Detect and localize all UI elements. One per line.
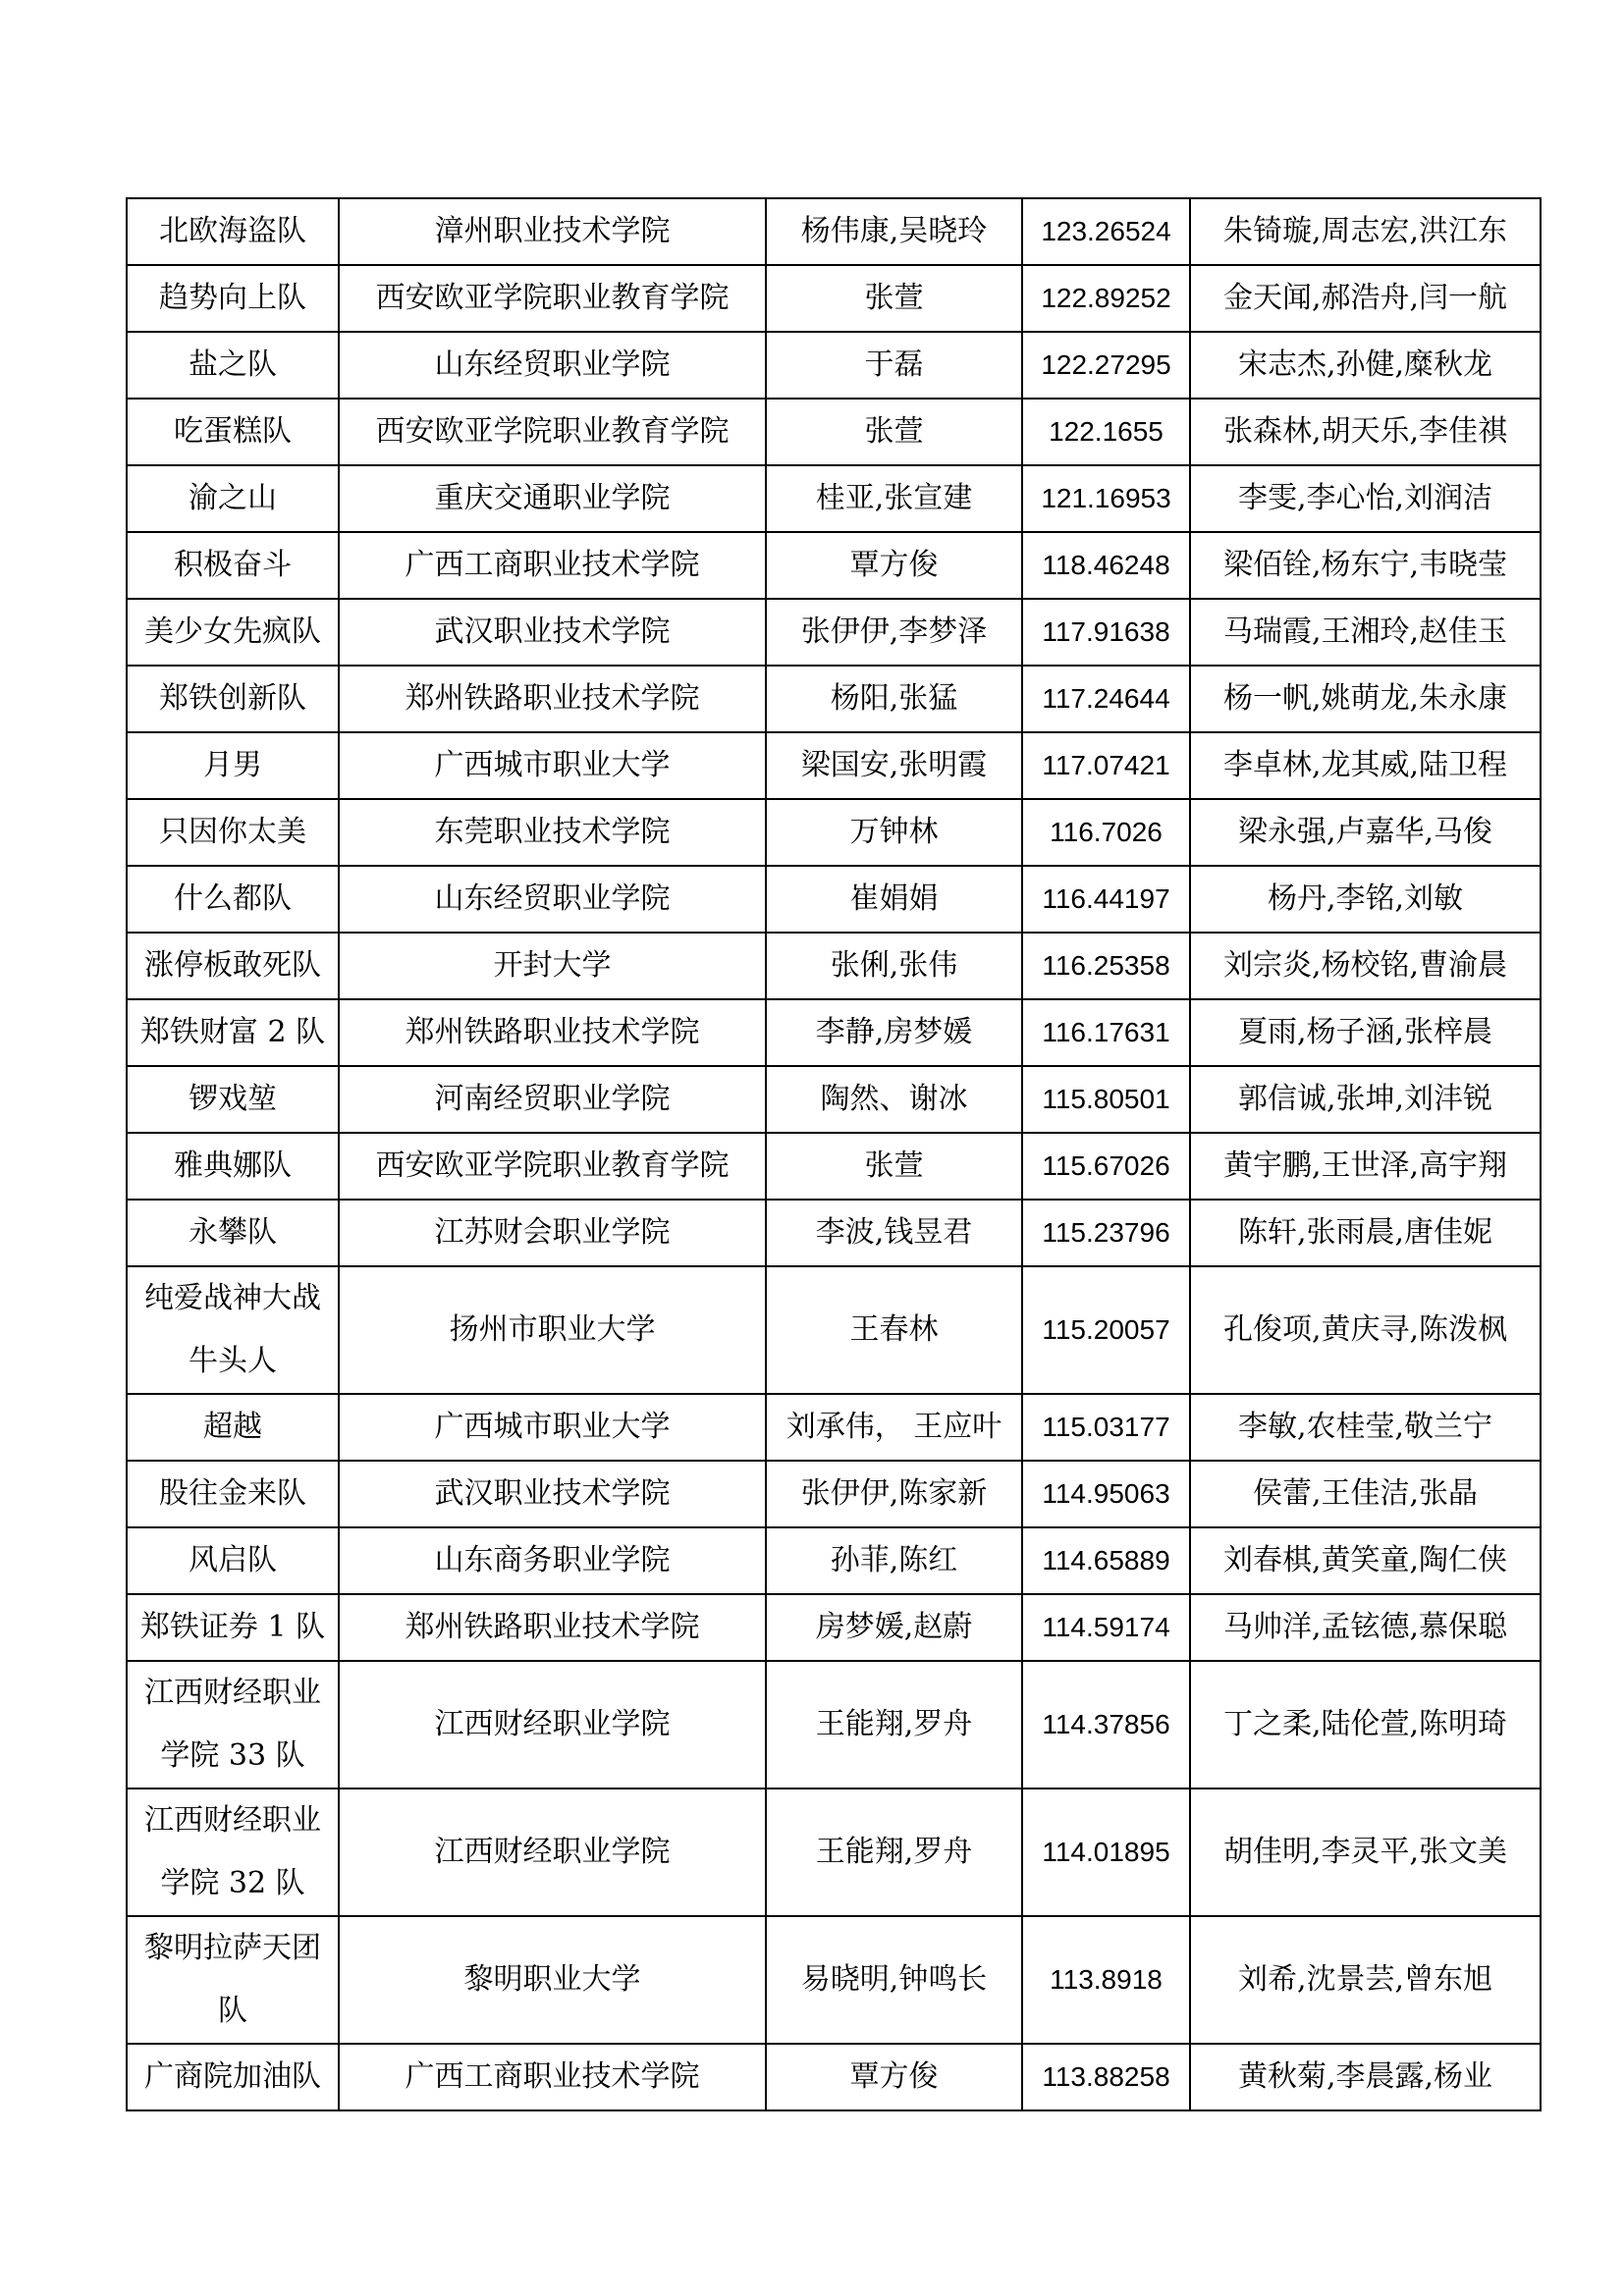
score-cell: 122.89252 — [1022, 265, 1190, 332]
school-cell: 广西城市职业大学 — [339, 732, 766, 799]
score-cell: 116.25358 — [1022, 933, 1190, 999]
team-name-cell: 永攀队 — [127, 1200, 339, 1266]
table-row — [127, 2044, 1541, 2110]
team-name-cell: 吃蛋糕队 — [127, 399, 339, 465]
team-name-cell: 盐之队 — [127, 332, 339, 399]
school-cell: 广西工商职业技术学院 — [339, 2044, 766, 2110]
advisor-cell: 崔娟娟 — [766, 866, 1022, 933]
advisor-cell: 房梦媛,赵蔚 — [766, 1594, 1022, 1661]
team-name-cell: 锣戏堃 — [127, 1066, 339, 1133]
school-cell: 山东经贸职业学院 — [339, 866, 766, 933]
table-row — [127, 1394, 1541, 1461]
table-row — [127, 1200, 1541, 1266]
advisor-cell: 刘承伟， 王应叶 — [766, 1394, 1022, 1461]
team-name-cell: 股往金来队 — [127, 1461, 339, 1527]
members-cell: 胡佳明,李灵平,张文美 — [1190, 1789, 1541, 1916]
team-name-cell: 黎明拉萨天团队 — [127, 1916, 339, 2044]
members-cell: 丁之柔,陆伦萱,陈明琦 — [1190, 1661, 1541, 1789]
advisor-cell: 易晓明,钟鸣长 — [766, 1916, 1022, 2044]
school-cell: 广西工商职业技术学院 — [339, 532, 766, 599]
table-row — [127, 532, 1541, 599]
school-cell: 武汉职业技术学院 — [339, 1461, 766, 1527]
members-cell: 陈轩,张雨晨,唐佳妮 — [1190, 1200, 1541, 1266]
members-cell: 侯蕾,王佳洁,张晶 — [1190, 1461, 1541, 1527]
members-cell: 李卓林,龙其威,陆卫程 — [1190, 732, 1541, 799]
team-name-cell: 雅典娜队 — [127, 1133, 339, 1200]
table-row — [127, 1916, 1541, 2044]
score-cell: 116.44197 — [1022, 866, 1190, 933]
school-cell: 扬州市职业大学 — [339, 1266, 766, 1394]
advisor-cell: 陶然、谢冰 — [766, 1066, 1022, 1133]
score-cell: 114.95063 — [1022, 1461, 1190, 1527]
members-cell: 梁佰铨,杨东宁,韦晓莹 — [1190, 532, 1541, 599]
school-cell: 黎明职业大学 — [339, 1916, 766, 2044]
score-cell: 116.7026 — [1022, 799, 1190, 866]
table-body — [127, 198, 1541, 2110]
table-row — [127, 332, 1541, 399]
advisor-cell: 于磊 — [766, 332, 1022, 399]
school-cell: 广西城市职业大学 — [339, 1394, 766, 1461]
school-cell: 江西财经职业学院 — [339, 1661, 766, 1789]
school-cell: 西安欧亚学院职业教育学院 — [339, 265, 766, 332]
advisor-cell: 张萱 — [766, 1133, 1022, 1200]
school-cell: 郑州铁路职业技术学院 — [339, 666, 766, 732]
table-row — [127, 933, 1541, 999]
advisor-cell: 王春林 — [766, 1266, 1022, 1394]
school-cell: 山东经贸职业学院 — [339, 332, 766, 399]
team-name-cell: 郑铁创新队 — [127, 666, 339, 732]
score-cell: 123.26524 — [1022, 198, 1190, 265]
results-table — [126, 197, 1542, 2111]
score-cell: 114.37856 — [1022, 1661, 1190, 1789]
advisor-cell: 桂亚,张宣建 — [766, 465, 1022, 532]
school-cell: 河南经贸职业学院 — [339, 1066, 766, 1133]
members-cell: 宋志杰,孙健,糜秋龙 — [1190, 332, 1541, 399]
advisor-cell: 张萱 — [766, 265, 1022, 332]
school-cell: 开封大学 — [339, 933, 766, 999]
advisor-cell: 万钟林 — [766, 799, 1022, 866]
advisor-cell: 李静,房梦媛 — [766, 999, 1022, 1066]
table-row — [127, 1789, 1541, 1916]
table-row — [127, 465, 1541, 532]
score-cell: 115.23796 — [1022, 1200, 1190, 1266]
team-name-cell: 风启队 — [127, 1527, 339, 1594]
score-cell: 114.65889 — [1022, 1527, 1190, 1594]
table-row — [127, 1133, 1541, 1200]
team-name-cell: 江西财经职业学院 32 队 — [127, 1789, 339, 1916]
score-cell: 122.1655 — [1022, 399, 1190, 465]
school-cell: 江西财经职业学院 — [339, 1789, 766, 1916]
school-cell: 西安欧亚学院职业教育学院 — [339, 1133, 766, 1200]
score-cell: 114.59174 — [1022, 1594, 1190, 1661]
school-cell: 郑州铁路职业技术学院 — [339, 1594, 766, 1661]
advisor-cell: 张伊伊,李梦泽 — [766, 599, 1022, 666]
score-cell: 116.17631 — [1022, 999, 1190, 1066]
advisor-cell: 张萱 — [766, 399, 1022, 465]
score-cell: 122.27295 — [1022, 332, 1190, 399]
school-cell: 重庆交通职业学院 — [339, 465, 766, 532]
team-name-cell: 纯爱战神大战牛头人 — [127, 1266, 339, 1394]
team-name-cell: 郑铁证券 1 队 — [127, 1594, 339, 1661]
score-cell: 118.46248 — [1022, 532, 1190, 599]
table-row — [127, 799, 1541, 866]
advisor-cell: 张伊伊,陈家新 — [766, 1461, 1022, 1527]
members-cell: 刘宗炎,杨校铭,曹渝晨 — [1190, 933, 1541, 999]
advisor-cell: 覃方俊 — [766, 532, 1022, 599]
team-name-cell: 积极奋斗 — [127, 532, 339, 599]
school-cell: 郑州铁路职业技术学院 — [339, 999, 766, 1066]
members-cell: 杨丹,李铭,刘敏 — [1190, 866, 1541, 933]
team-name-cell: 涨停板敢死队 — [127, 933, 339, 999]
members-cell: 夏雨,杨子涵,张梓晨 — [1190, 999, 1541, 1066]
members-cell: 李雯,李心怡,刘润洁 — [1190, 465, 1541, 532]
table-row — [127, 732, 1541, 799]
team-name-cell: 北欧海盗队 — [127, 198, 339, 265]
school-cell: 江苏财会职业学院 — [339, 1200, 766, 1266]
score-cell: 113.88258 — [1022, 2044, 1190, 2110]
score-cell: 117.07421 — [1022, 732, 1190, 799]
members-cell: 郭信诚,张坤,刘沣锐 — [1190, 1066, 1541, 1133]
team-name-cell: 超越 — [127, 1394, 339, 1461]
school-cell: 漳州职业技术学院 — [339, 198, 766, 265]
table-row — [127, 1661, 1541, 1789]
score-cell: 115.67026 — [1022, 1133, 1190, 1200]
score-cell: 121.16953 — [1022, 465, 1190, 532]
advisor-cell: 杨伟康,吴晓玲 — [766, 198, 1022, 265]
score-cell: 117.24644 — [1022, 666, 1190, 732]
team-name-cell: 什么都队 — [127, 866, 339, 933]
team-name-cell: 只因你太美 — [127, 799, 339, 866]
table-row — [127, 666, 1541, 732]
team-name-cell: 渝之山 — [127, 465, 339, 532]
score-cell: 117.91638 — [1022, 599, 1190, 666]
team-name-cell: 趋势向上队 — [127, 265, 339, 332]
members-cell: 刘希,沈景芸,曾东旭 — [1190, 1916, 1541, 2044]
advisor-cell: 王能翔,罗舟 — [766, 1789, 1022, 1916]
table-row — [127, 1461, 1541, 1527]
table-row — [127, 866, 1541, 933]
score-cell: 115.80501 — [1022, 1066, 1190, 1133]
members-cell: 刘春棋,黄笑童,陶仁侠 — [1190, 1527, 1541, 1594]
school-cell: 武汉职业技术学院 — [339, 599, 766, 666]
members-cell: 李敏,农桂莹,敬兰宁 — [1190, 1394, 1541, 1461]
score-cell: 114.01895 — [1022, 1789, 1190, 1916]
table-row — [127, 1266, 1541, 1394]
team-name-cell: 广商院加油队 — [127, 2044, 339, 2110]
table-row — [127, 198, 1541, 265]
team-name-cell: 美少女先疯队 — [127, 599, 339, 666]
advisor-cell: 杨阳,张猛 — [766, 666, 1022, 732]
table-row — [127, 999, 1541, 1066]
members-cell: 孔俊项,黄庆寻,陈泼枫 — [1190, 1266, 1541, 1394]
members-cell: 金天闻,郝浩舟,闫一航 — [1190, 265, 1541, 332]
advisor-cell: 覃方俊 — [766, 2044, 1022, 2110]
table-row — [127, 265, 1541, 332]
members-cell: 杨一帆,姚萌龙,朱永康 — [1190, 666, 1541, 732]
advisor-cell: 李波,钱昱君 — [766, 1200, 1022, 1266]
team-name-cell: 月男 — [127, 732, 339, 799]
score-cell: 115.03177 — [1022, 1394, 1190, 1461]
members-cell: 马瑞霞,王湘玲,赵佳玉 — [1190, 599, 1541, 666]
members-cell: 梁永强,卢嘉华,马俊 — [1190, 799, 1541, 866]
school-cell: 东莞职业技术学院 — [339, 799, 766, 866]
advisor-cell: 孙菲,陈红 — [766, 1527, 1022, 1594]
team-name-cell: 郑铁财富 2 队 — [127, 999, 339, 1066]
school-cell: 西安欧亚学院职业教育学院 — [339, 399, 766, 465]
members-cell: 马帅洋,孟铉德,慕保聪 — [1190, 1594, 1541, 1661]
table-row — [127, 1066, 1541, 1133]
advisor-cell: 王能翔,罗舟 — [766, 1661, 1022, 1789]
team-name-cell: 江西财经职业学院 33 队 — [127, 1661, 339, 1789]
table-row — [127, 599, 1541, 666]
score-cell: 113.8918 — [1022, 1916, 1190, 2044]
members-cell: 黄秋菊,李晨露,杨业 — [1190, 2044, 1541, 2110]
table-row — [127, 399, 1541, 465]
table-row — [127, 1527, 1541, 1594]
members-cell: 朱锜璇,周志宏,洪江东 — [1190, 198, 1541, 265]
members-cell: 黄宇鹏,王世泽,高宇翔 — [1190, 1133, 1541, 1200]
members-cell: 张森林,胡天乐,李佳祺 — [1190, 399, 1541, 465]
school-cell: 山东商务职业学院 — [339, 1527, 766, 1594]
score-cell: 115.20057 — [1022, 1266, 1190, 1394]
table-row — [127, 1594, 1541, 1661]
advisor-cell: 张俐,张伟 — [766, 933, 1022, 999]
advisor-cell: 梁国安,张明霞 — [766, 732, 1022, 799]
